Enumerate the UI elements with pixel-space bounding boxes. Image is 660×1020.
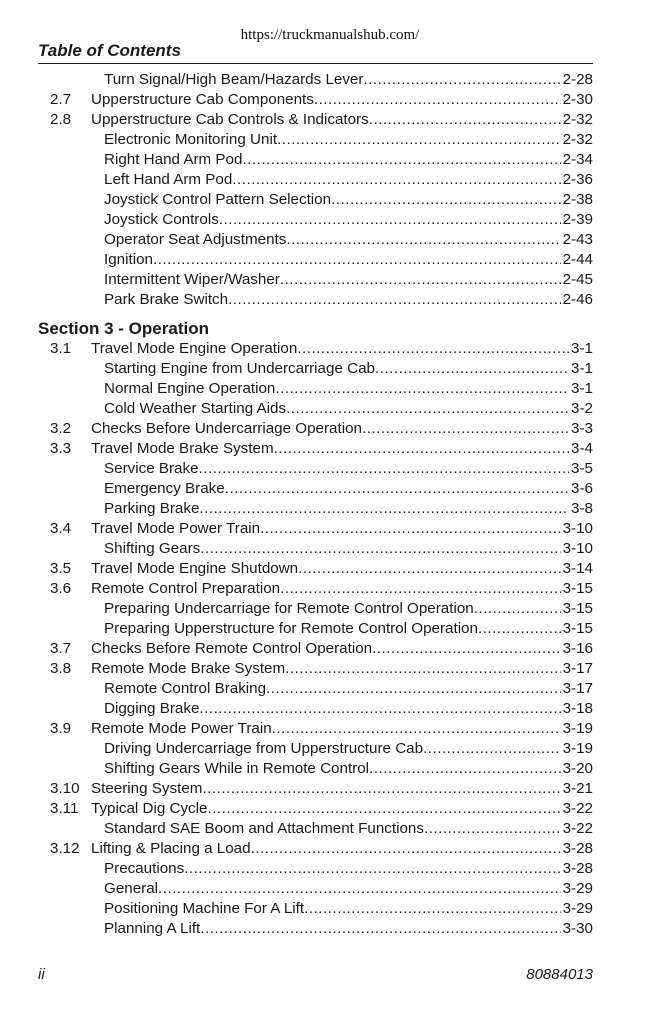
toc-entry-number: 3.3 bbox=[50, 440, 72, 457]
toc-entry-title: Joystick Control Pattern Selection bbox=[104, 191, 332, 208]
toc-entry-line bbox=[91, 579, 593, 599]
toc-entry-line bbox=[104, 290, 593, 310]
toc-entry-title: Ignition bbox=[104, 251, 153, 268]
toc-entry-number: 2.8 bbox=[50, 111, 72, 128]
toc-entry-page: 3-19 bbox=[562, 720, 593, 737]
toc-entry-page: 2-43 bbox=[562, 231, 593, 248]
toc-entry-page: 3-20 bbox=[562, 760, 593, 777]
dot-leader bbox=[363, 70, 560, 90]
toc-entry-line bbox=[104, 399, 593, 419]
toc-entry-line bbox=[104, 819, 593, 839]
table-of-contents bbox=[38, 70, 593, 939]
toc-entry-title: Digging Brake bbox=[104, 700, 200, 717]
toc-entry-page: 2-32 bbox=[562, 131, 593, 148]
dot-leader bbox=[202, 779, 560, 799]
toc-entry[interactable] bbox=[38, 879, 593, 899]
toc-entry-line bbox=[104, 679, 593, 699]
dot-leader bbox=[298, 559, 560, 579]
toc-entry-page: 2-32 bbox=[562, 111, 593, 128]
toc-entry[interactable] bbox=[38, 170, 593, 190]
toc-entry-line bbox=[91, 719, 593, 739]
dot-leader bbox=[474, 599, 561, 619]
toc-entry-number: 3.12 bbox=[50, 840, 80, 857]
toc-entry-page: 3-29 bbox=[562, 900, 593, 917]
toc-entry-line bbox=[104, 879, 593, 899]
toc-entry[interactable] bbox=[38, 539, 593, 559]
toc-entry[interactable] bbox=[38, 419, 593, 439]
dot-leader bbox=[375, 359, 569, 379]
toc-entry-line bbox=[104, 739, 593, 759]
toc-entry[interactable] bbox=[38, 799, 593, 819]
toc-entry[interactable] bbox=[38, 599, 593, 619]
toc-entry-number: 3.1 bbox=[50, 340, 72, 357]
toc-entry-number: 3.10 bbox=[50, 780, 80, 797]
toc-entry[interactable] bbox=[38, 250, 593, 270]
toc-entry-page: 3-22 bbox=[562, 800, 593, 817]
toc-entry[interactable] bbox=[38, 290, 593, 310]
toc-entry-line bbox=[104, 359, 593, 379]
toc-entry[interactable] bbox=[38, 639, 593, 659]
toc-entry-title: Starting Engine from Undercarriage Cab bbox=[104, 360, 375, 377]
toc-entry[interactable] bbox=[38, 130, 593, 150]
dot-leader bbox=[207, 799, 560, 819]
toc-entry-title: Planning A Lift bbox=[104, 920, 201, 937]
toc-entry-title: Upperstructure Cab Controls & Indicators bbox=[91, 111, 369, 128]
dot-leader bbox=[184, 859, 560, 879]
toc-entry[interactable] bbox=[38, 339, 593, 359]
dot-leader bbox=[478, 619, 561, 639]
toc-entry[interactable] bbox=[38, 150, 593, 170]
toc-entry-title: Driving Undercarriage from Upperstructure Cab bbox=[104, 740, 424, 757]
toc-entry-line bbox=[91, 419, 593, 439]
source-url: https://truckmanualshub.com/ bbox=[240, 27, 420, 43]
toc-entry-number: 2.7 bbox=[50, 91, 72, 108]
section-heading: Section 3 - Operation bbox=[38, 319, 209, 338]
toc-entry-line bbox=[91, 439, 593, 459]
toc-entry[interactable] bbox=[38, 70, 593, 90]
toc-entry-page: 3-14 bbox=[562, 560, 593, 577]
toc-entry-line bbox=[104, 70, 593, 90]
toc-entry-title: Checks Before Undercarriage Operation bbox=[91, 420, 362, 437]
toc-entry[interactable] bbox=[38, 190, 593, 210]
toc-entry-number: 3.11 bbox=[50, 800, 79, 817]
toc-entry-title: Travel Mode Engine Operation bbox=[91, 340, 298, 357]
toc-entry-number: 3.7 bbox=[50, 640, 72, 657]
toc-entry-page: 2-38 bbox=[562, 191, 593, 208]
toc-entry-title: Travel Mode Power Train bbox=[91, 520, 261, 537]
page-title: Table of Contents bbox=[38, 41, 181, 60]
dot-leader bbox=[280, 579, 560, 599]
dot-leader bbox=[272, 719, 561, 739]
dot-leader bbox=[158, 879, 561, 899]
toc-entry-page: 3-28 bbox=[562, 840, 593, 857]
toc-entry[interactable] bbox=[38, 459, 593, 479]
toc-entry-line bbox=[104, 899, 593, 919]
toc-entry-line bbox=[104, 759, 593, 779]
toc-entry-line bbox=[104, 859, 593, 879]
dot-leader bbox=[297, 339, 569, 359]
toc-entry-page: 3-8 bbox=[571, 500, 593, 517]
dot-leader bbox=[423, 739, 561, 759]
toc-entry-title: Intermittent Wiper/Washer bbox=[104, 271, 280, 288]
document-number: 80884013 bbox=[526, 966, 593, 983]
toc-entry-page: 3-2 bbox=[571, 400, 593, 417]
toc-entry[interactable] bbox=[38, 110, 593, 130]
toc-entry-page: 3-1 bbox=[571, 340, 593, 357]
toc-entry-title: Joystick Controls bbox=[104, 211, 219, 228]
header-divider bbox=[38, 63, 593, 64]
toc-entry-page: 2-39 bbox=[562, 211, 593, 228]
toc-entry-title: Electronic Monitoring Unit bbox=[104, 131, 278, 148]
toc-entry[interactable] bbox=[38, 779, 593, 799]
toc-section-2-entries bbox=[38, 70, 593, 310]
toc-entry-title: Typical Dig Cycle bbox=[91, 800, 208, 817]
toc-entry[interactable] bbox=[38, 479, 593, 499]
dot-leader bbox=[199, 699, 560, 719]
toc-entry[interactable] bbox=[38, 210, 593, 230]
toc-entry-title: Right Hand Arm Pod bbox=[104, 151, 243, 168]
toc-entry-line bbox=[91, 339, 593, 359]
dot-leader bbox=[369, 759, 561, 779]
toc-entry-page: 3-6 bbox=[571, 480, 593, 497]
dot-leader bbox=[200, 919, 560, 939]
toc-entry[interactable] bbox=[38, 519, 593, 539]
dot-leader bbox=[331, 190, 561, 210]
dot-leader bbox=[285, 659, 560, 679]
toc-entry-line bbox=[104, 599, 593, 619]
dot-leader bbox=[200, 539, 560, 559]
dot-leader bbox=[304, 899, 561, 919]
toc-entry[interactable] bbox=[38, 559, 593, 579]
toc-entry-page: 2-28 bbox=[562, 71, 593, 88]
dot-leader bbox=[266, 679, 561, 699]
toc-entry-page: 3-18 bbox=[562, 700, 593, 717]
toc-entry-title: Turn Signal/High Beam/Hazards Lever bbox=[104, 71, 364, 88]
toc-entry-page: 3-28 bbox=[562, 860, 593, 877]
toc-entry-title: Cold Weather Starting Aids bbox=[104, 400, 287, 417]
toc-entry-line bbox=[104, 230, 593, 250]
toc-entry-page: 2-30 bbox=[562, 91, 593, 108]
dot-leader bbox=[199, 499, 569, 519]
toc-entry-line bbox=[91, 779, 593, 799]
toc-entry[interactable] bbox=[38, 659, 593, 679]
toc-entry-page: 2-44 bbox=[562, 251, 593, 268]
toc-entry-page: 3-10 bbox=[562, 540, 593, 557]
toc-entry-line bbox=[104, 270, 593, 290]
toc-entry[interactable] bbox=[38, 230, 593, 250]
toc-entry-title: Operator Seat Adjustments bbox=[104, 231, 287, 248]
toc-entry-line bbox=[104, 190, 593, 210]
toc-entry-line bbox=[91, 559, 593, 579]
toc-entry-page: 3-15 bbox=[562, 580, 593, 597]
dot-leader bbox=[251, 839, 561, 859]
toc-entry-title: Remote Mode Brake System bbox=[91, 660, 286, 677]
dot-leader bbox=[199, 459, 570, 479]
toc-entry[interactable] bbox=[38, 399, 593, 419]
toc-entry[interactable] bbox=[38, 719, 593, 739]
dot-leader bbox=[424, 819, 561, 839]
toc-entry-line bbox=[104, 919, 593, 939]
dot-leader bbox=[232, 170, 560, 190]
toc-entry-title: Preparing Upperstructure for Remote Control Operation bbox=[104, 620, 478, 637]
toc-entry-line bbox=[91, 799, 593, 819]
toc-entry-number: 3.4 bbox=[50, 520, 72, 537]
toc-entry-number: 3.9 bbox=[50, 720, 72, 737]
dot-leader bbox=[286, 399, 569, 419]
dot-leader bbox=[242, 150, 560, 170]
toc-entry-title: Travel Mode Brake System bbox=[91, 440, 274, 457]
toc-entry[interactable] bbox=[38, 859, 593, 879]
dot-leader bbox=[372, 639, 560, 659]
toc-entry-title: Steering System bbox=[91, 780, 203, 797]
toc-entry-title: Shifting Gears While in Remote Control bbox=[104, 760, 370, 777]
dot-leader bbox=[153, 250, 561, 270]
toc-entry-page: 3-3 bbox=[571, 420, 593, 437]
toc-entry-page: 2-45 bbox=[562, 271, 593, 288]
toc-entry[interactable] bbox=[38, 679, 593, 699]
toc-entry-page: 3-29 bbox=[562, 880, 593, 897]
toc-entry-page: 3-17 bbox=[562, 680, 593, 697]
toc-entry-title: Remote Control Braking bbox=[104, 680, 267, 697]
toc-entry-page: 3-15 bbox=[562, 620, 593, 637]
toc-entry-line bbox=[104, 250, 593, 270]
dot-leader bbox=[228, 290, 561, 310]
toc-entry[interactable] bbox=[38, 359, 593, 379]
toc-entry-line bbox=[104, 170, 593, 190]
dot-leader bbox=[277, 130, 561, 150]
toc-entry-line bbox=[104, 539, 593, 559]
dot-leader bbox=[369, 110, 561, 130]
toc-entry[interactable] bbox=[38, 819, 593, 839]
toc-entry-page: 3-30 bbox=[562, 920, 593, 937]
toc-entry[interactable] bbox=[38, 579, 593, 599]
toc-entry[interactable] bbox=[38, 439, 593, 459]
toc-entry-title: Remote Mode Power Train bbox=[91, 720, 272, 737]
toc-entry[interactable] bbox=[38, 499, 593, 519]
toc-entry-line bbox=[104, 499, 593, 519]
toc-entry-page: 2-34 bbox=[562, 151, 593, 168]
toc-entry-title: Service Brake bbox=[104, 460, 199, 477]
toc-entry[interactable] bbox=[38, 739, 593, 759]
page-number: ii bbox=[38, 966, 45, 983]
toc-entry-page: 2-46 bbox=[562, 291, 593, 308]
toc-entry-line bbox=[104, 379, 593, 399]
toc-entry-page: 3-15 bbox=[562, 600, 593, 617]
toc-entry-title: Lifting & Placing a Load bbox=[91, 840, 251, 857]
toc-entry-line bbox=[104, 619, 593, 639]
dot-leader bbox=[274, 439, 569, 459]
toc-entry[interactable] bbox=[38, 90, 593, 110]
toc-entry-page: 3-22 bbox=[562, 820, 593, 837]
toc-entry-title: Standard SAE Boom and Attachment Functions bbox=[104, 820, 424, 837]
toc-entry-number: 3.2 bbox=[50, 420, 72, 437]
toc-entry-line bbox=[104, 210, 593, 230]
toc-entry-title: Normal Engine Operation bbox=[104, 380, 276, 397]
toc-entry-line bbox=[91, 519, 593, 539]
toc-entry-page: 3-1 bbox=[571, 380, 593, 397]
toc-entry-title: Travel Mode Engine Shutdown bbox=[91, 560, 299, 577]
toc-entry-title: Remote Control Preparation bbox=[91, 580, 281, 597]
toc-entry-line bbox=[104, 699, 593, 719]
dot-leader bbox=[286, 230, 560, 250]
toc-entry-line bbox=[104, 459, 593, 479]
toc-entry[interactable] bbox=[38, 619, 593, 639]
toc-entry-title: Positioning Machine For A Lift bbox=[104, 900, 305, 917]
toc-entry-number: 3.6 bbox=[50, 580, 72, 597]
toc-entry-page: 3-1 bbox=[571, 360, 593, 377]
toc-entry-title: Left Hand Arm Pod bbox=[104, 171, 233, 188]
toc-entry-line bbox=[91, 659, 593, 679]
toc-entry-line bbox=[91, 639, 593, 659]
toc-entry-page: 3-10 bbox=[562, 520, 593, 537]
toc-entry-line bbox=[104, 150, 593, 170]
toc-entry-number: 3.5 bbox=[50, 560, 72, 577]
toc-entry-page: 3-21 bbox=[562, 780, 593, 797]
toc-entry-title: Precautions bbox=[104, 860, 185, 877]
toc-entry-title: General bbox=[104, 880, 159, 897]
toc-entry-title: Shifting Gears bbox=[104, 540, 201, 557]
dot-leader bbox=[314, 90, 561, 110]
toc-entry-line bbox=[104, 479, 593, 499]
toc-entry-line bbox=[91, 839, 593, 859]
toc-entry-page: 2-36 bbox=[562, 171, 593, 188]
toc-entry-page: 3-5 bbox=[571, 460, 593, 477]
toc-entry-title: Upperstructure Cab Components bbox=[91, 91, 314, 108]
dot-leader bbox=[362, 419, 569, 439]
toc-entry[interactable] bbox=[38, 839, 593, 859]
toc-entry-title: Checks Before Remote Control Operation bbox=[91, 640, 373, 657]
toc-entry[interactable] bbox=[38, 270, 593, 290]
toc-entry-title: Emergency Brake bbox=[104, 480, 225, 497]
toc-entry[interactable] bbox=[38, 699, 593, 719]
toc-entry-line bbox=[104, 130, 593, 150]
dot-leader bbox=[225, 479, 569, 499]
toc-entry-page: 3-16 bbox=[562, 640, 593, 657]
toc-entry-title: Parking Brake bbox=[104, 500, 200, 517]
toc-entry-line bbox=[91, 90, 593, 110]
toc-entry-page: 3-17 bbox=[562, 660, 593, 677]
toc-entry-line bbox=[91, 110, 593, 130]
toc-entry[interactable] bbox=[38, 919, 593, 939]
dot-leader bbox=[260, 519, 561, 539]
dot-leader bbox=[275, 379, 569, 399]
dot-leader bbox=[219, 210, 561, 230]
toc-entry-page: 3-4 bbox=[571, 440, 593, 457]
toc-entry-page: 3-19 bbox=[562, 740, 593, 757]
toc-entry[interactable] bbox=[38, 899, 593, 919]
toc-entry[interactable] bbox=[38, 379, 593, 399]
toc-entry[interactable] bbox=[38, 759, 593, 779]
toc-section-3-entries bbox=[38, 339, 593, 939]
toc-entry-number: 3.8 bbox=[50, 660, 72, 677]
dot-leader bbox=[280, 270, 561, 290]
toc-entry-title: Preparing Undercarriage for Remote Control Operation bbox=[104, 600, 474, 617]
toc-entry-title: Park Brake Switch bbox=[104, 291, 229, 308]
